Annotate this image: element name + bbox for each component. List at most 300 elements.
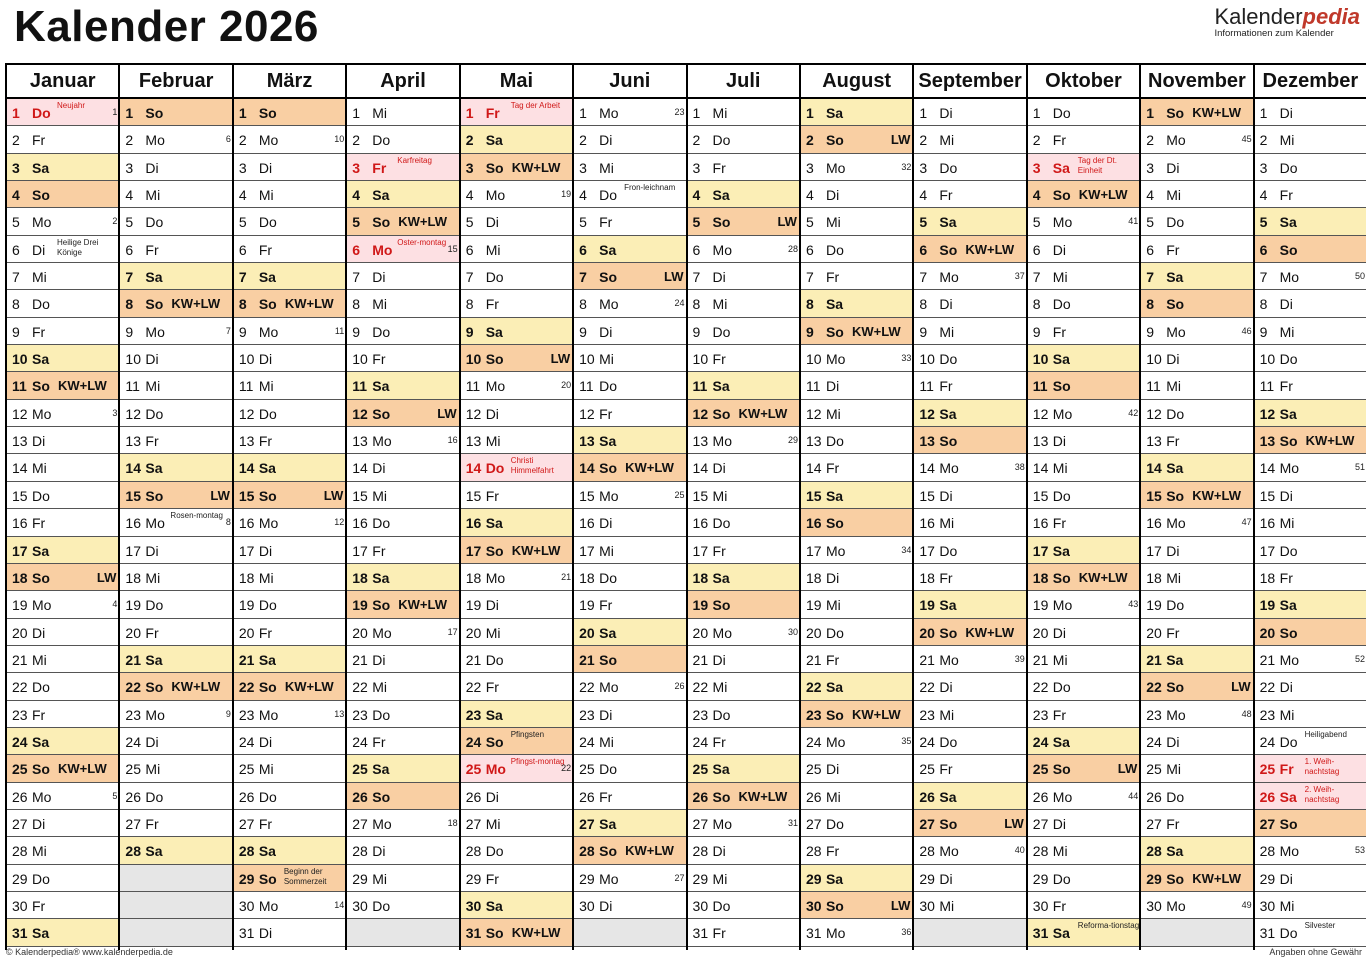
day-cell[interactable] [1028, 673, 1139, 700]
day-cell[interactable] [1028, 454, 1139, 481]
day-cell[interactable] [688, 783, 799, 810]
day-cell[interactable] [234, 181, 345, 208]
day-cell[interactable] [461, 400, 572, 427]
day-cell[interactable] [7, 646, 118, 673]
day-cell[interactable] [688, 619, 799, 646]
day-cell[interactable] [461, 810, 572, 837]
day-cell[interactable] [1255, 372, 1366, 399]
day-cell[interactable] [801, 263, 912, 290]
day-cell[interactable] [347, 783, 458, 810]
day-cell[interactable] [801, 728, 912, 755]
day-cell[interactable] [1028, 783, 1139, 810]
day-cell[interactable] [574, 646, 685, 673]
day-cell[interactable] [234, 208, 345, 235]
day-cell[interactable] [7, 427, 118, 454]
day-cell[interactable] [574, 318, 685, 345]
day-cell[interactable] [574, 701, 685, 728]
day-cell[interactable] [1141, 810, 1252, 837]
day-cell[interactable] [234, 810, 345, 837]
day-cell[interactable] [574, 728, 685, 755]
day-cell[interactable] [347, 154, 458, 181]
day-cell[interactable] [120, 345, 231, 372]
day-cell[interactable] [801, 290, 912, 317]
day-cell[interactable] [1255, 126, 1366, 153]
day-cell[interactable] [914, 181, 1025, 208]
day-cell[interactable] [234, 564, 345, 591]
day-cell[interactable] [347, 619, 458, 646]
day-cell[interactable] [1255, 263, 1366, 290]
day-cell[interactable] [347, 454, 458, 481]
day-cell[interactable] [120, 564, 231, 591]
day-cell[interactable] [801, 154, 912, 181]
day-cell[interactable] [7, 564, 118, 591]
brand-logo[interactable] [1214, 4, 1360, 39]
day-cell[interactable] [461, 345, 572, 372]
day-cell[interactable] [801, 482, 912, 509]
day-cell[interactable] [347, 290, 458, 317]
day-cell[interactable] [1141, 537, 1252, 564]
day-cell[interactable] [574, 865, 685, 892]
day-cell[interactable] [1255, 154, 1366, 181]
day-cell[interactable] [1255, 208, 1366, 235]
day-cell[interactable] [1255, 810, 1366, 837]
day-cell[interactable] [1141, 619, 1252, 646]
day-cell[interactable] [1028, 509, 1139, 536]
day-cell[interactable] [688, 537, 799, 564]
day-cell[interactable] [347, 372, 458, 399]
day-cell[interactable] [120, 619, 231, 646]
day-cell[interactable] [1028, 318, 1139, 345]
day-cell[interactable] [688, 564, 799, 591]
day-cell[interactable] [7, 892, 118, 919]
day-cell[interactable] [120, 837, 231, 864]
day-cell[interactable] [461, 482, 572, 509]
day-cell[interactable] [7, 509, 118, 536]
day-cell[interactable] [801, 619, 912, 646]
day-cell[interactable] [801, 701, 912, 728]
day-cell[interactable] [1028, 892, 1139, 919]
day-cell[interactable] [1028, 345, 1139, 372]
day-cell[interactable] [914, 783, 1025, 810]
day-cell[interactable] [347, 701, 458, 728]
day-cell[interactable] [914, 810, 1025, 837]
day-cell[interactable] [1255, 318, 1366, 345]
day-cell[interactable] [574, 619, 685, 646]
day-cell[interactable] [801, 372, 912, 399]
day-cell[interactable] [347, 591, 458, 618]
day-cell[interactable] [1141, 509, 1252, 536]
day-cell[interactable] [914, 263, 1025, 290]
day-cell[interactable] [574, 236, 685, 263]
day-cell[interactable] [1141, 99, 1252, 126]
day-cell[interactable] [1141, 701, 1252, 728]
day-cell[interactable] [1255, 591, 1366, 618]
day-cell[interactable] [347, 99, 458, 126]
day-cell[interactable] [1028, 154, 1139, 181]
day-cell[interactable] [1141, 154, 1252, 181]
day-cell[interactable] [7, 783, 118, 810]
day-cell[interactable] [7, 837, 118, 864]
day-cell[interactable] [1028, 99, 1139, 126]
day-cell[interactable] [801, 454, 912, 481]
day-cell[interactable] [1255, 181, 1366, 208]
day-cell[interactable] [7, 482, 118, 509]
day-cell[interactable] [688, 509, 799, 536]
day-cell[interactable] [1255, 537, 1366, 564]
day-cell[interactable] [1255, 673, 1366, 700]
day-cell[interactable] [347, 810, 458, 837]
day-cell[interactable] [234, 755, 345, 782]
day-cell[interactable] [234, 372, 345, 399]
day-cell[interactable] [461, 181, 572, 208]
day-cell[interactable] [120, 646, 231, 673]
day-cell[interactable] [914, 126, 1025, 153]
day-cell[interactable] [688, 400, 799, 427]
day-cell[interactable] [1141, 865, 1252, 892]
day-cell[interactable] [688, 427, 799, 454]
day-cell[interactable] [7, 290, 118, 317]
day-cell[interactable] [7, 318, 118, 345]
day-cell[interactable] [7, 126, 118, 153]
day-cell[interactable] [347, 318, 458, 345]
day-cell[interactable] [1255, 564, 1366, 591]
day-cell[interactable] [688, 591, 799, 618]
day-cell[interactable] [234, 99, 345, 126]
day-cell[interactable] [234, 318, 345, 345]
day-cell[interactable] [801, 400, 912, 427]
day-cell[interactable] [461, 509, 572, 536]
day-cell[interactable] [914, 755, 1025, 782]
day-cell[interactable] [688, 263, 799, 290]
day-cell[interactable] [1141, 345, 1252, 372]
day-cell[interactable] [120, 783, 231, 810]
day-cell[interactable] [1255, 427, 1366, 454]
day-cell[interactable] [347, 427, 458, 454]
day-cell[interactable] [1141, 290, 1252, 317]
day-cell[interactable] [120, 126, 231, 153]
day-cell[interactable] [234, 591, 345, 618]
day-cell[interactable] [120, 372, 231, 399]
day-cell[interactable] [234, 837, 345, 864]
day-cell[interactable] [574, 892, 685, 919]
day-cell[interactable] [1028, 400, 1139, 427]
day-cell[interactable] [120, 208, 231, 235]
day-cell[interactable] [688, 919, 799, 946]
day-cell[interactable] [574, 564, 685, 591]
day-cell[interactable] [1141, 236, 1252, 263]
day-cell[interactable] [7, 537, 118, 564]
day-cell[interactable] [234, 919, 345, 946]
day-cell[interactable] [688, 126, 799, 153]
day-cell[interactable] [347, 537, 458, 564]
day-cell[interactable] [347, 728, 458, 755]
day-cell[interactable] [461, 728, 572, 755]
day-cell[interactable] [234, 290, 345, 317]
day-cell[interactable] [1255, 290, 1366, 317]
day-cell[interactable] [120, 318, 231, 345]
day-cell[interactable] [120, 537, 231, 564]
day-cell[interactable] [1141, 564, 1252, 591]
day-cell[interactable] [801, 783, 912, 810]
day-cell[interactable] [120, 400, 231, 427]
day-cell[interactable] [801, 537, 912, 564]
day-cell[interactable] [688, 892, 799, 919]
day-cell[interactable] [347, 400, 458, 427]
day-cell[interactable] [914, 865, 1025, 892]
day-cell[interactable] [1141, 427, 1252, 454]
day-cell[interactable] [1028, 564, 1139, 591]
day-cell[interactable] [801, 837, 912, 864]
day-cell[interactable] [914, 646, 1025, 673]
day-cell[interactable] [120, 263, 231, 290]
day-cell[interactable] [120, 701, 231, 728]
day-cell[interactable] [461, 837, 572, 864]
day-cell[interactable] [1028, 181, 1139, 208]
day-cell[interactable] [574, 126, 685, 153]
day-cell[interactable] [688, 236, 799, 263]
day-cell[interactable] [234, 454, 345, 481]
day-cell[interactable] [1028, 919, 1139, 946]
day-cell[interactable] [347, 564, 458, 591]
day-cell[interactable] [7, 345, 118, 372]
day-cell[interactable] [1028, 646, 1139, 673]
day-cell[interactable] [461, 755, 572, 782]
day-cell[interactable] [347, 673, 458, 700]
day-cell[interactable] [1141, 755, 1252, 782]
day-cell[interactable] [1255, 865, 1366, 892]
day-cell[interactable] [914, 154, 1025, 181]
day-cell[interactable] [234, 154, 345, 181]
day-cell[interactable] [7, 400, 118, 427]
day-cell[interactable] [347, 482, 458, 509]
day-cell[interactable] [461, 99, 572, 126]
day-cell[interactable] [1255, 509, 1366, 536]
day-cell[interactable] [914, 99, 1025, 126]
day-cell[interactable] [120, 181, 231, 208]
day-cell[interactable] [1255, 646, 1366, 673]
day-cell[interactable] [1141, 454, 1252, 481]
day-cell[interactable] [461, 701, 572, 728]
day-cell[interactable] [688, 181, 799, 208]
day-cell[interactable] [234, 865, 345, 892]
day-cell[interactable] [234, 345, 345, 372]
day-cell[interactable] [461, 646, 572, 673]
day-cell[interactable] [1141, 400, 1252, 427]
day-cell[interactable] [120, 482, 231, 509]
day-cell[interactable] [7, 701, 118, 728]
day-cell[interactable] [914, 400, 1025, 427]
day-cell[interactable] [234, 126, 345, 153]
day-cell[interactable] [1028, 537, 1139, 564]
day-cell[interactable] [234, 673, 345, 700]
day-cell[interactable] [801, 646, 912, 673]
day-cell[interactable] [688, 482, 799, 509]
day-cell[interactable] [914, 701, 1025, 728]
day-cell[interactable] [1141, 783, 1252, 810]
day-cell[interactable] [7, 454, 118, 481]
day-cell[interactable] [688, 837, 799, 864]
day-cell[interactable] [120, 427, 231, 454]
day-cell[interactable] [234, 783, 345, 810]
day-cell[interactable] [574, 591, 685, 618]
day-cell[interactable] [7, 755, 118, 782]
day-cell[interactable] [801, 564, 912, 591]
day-cell[interactable] [1141, 591, 1252, 618]
day-cell[interactable] [7, 181, 118, 208]
day-cell[interactable] [1141, 318, 1252, 345]
day-cell[interactable] [234, 701, 345, 728]
day-cell[interactable] [461, 290, 572, 317]
day-cell[interactable] [914, 509, 1025, 536]
day-cell[interactable] [461, 865, 572, 892]
day-cell[interactable] [347, 181, 458, 208]
day-cell[interactable] [234, 427, 345, 454]
day-cell[interactable] [688, 646, 799, 673]
day-cell[interactable] [574, 755, 685, 782]
day-cell[interactable] [914, 345, 1025, 372]
day-cell[interactable] [688, 290, 799, 317]
day-cell[interactable] [234, 400, 345, 427]
day-cell[interactable] [120, 509, 231, 536]
day-cell[interactable] [461, 619, 572, 646]
day-cell[interactable] [914, 537, 1025, 564]
day-cell[interactable] [120, 290, 231, 317]
day-cell[interactable] [1028, 810, 1139, 837]
day-cell[interactable] [1255, 728, 1366, 755]
day-cell[interactable] [574, 154, 685, 181]
day-cell[interactable] [1141, 892, 1252, 919]
day-cell[interactable] [1028, 290, 1139, 317]
day-cell[interactable] [801, 236, 912, 263]
day-cell[interactable] [574, 208, 685, 235]
day-cell[interactable] [1255, 345, 1366, 372]
day-cell[interactable] [120, 755, 231, 782]
day-cell[interactable] [461, 919, 572, 946]
day-cell[interactable] [7, 673, 118, 700]
day-cell[interactable] [914, 728, 1025, 755]
day-cell[interactable] [1028, 865, 1139, 892]
day-cell[interactable] [914, 564, 1025, 591]
day-cell[interactable] [574, 263, 685, 290]
day-cell[interactable] [1028, 372, 1139, 399]
day-cell[interactable] [574, 427, 685, 454]
day-cell[interactable] [914, 318, 1025, 345]
day-cell[interactable] [801, 892, 912, 919]
day-cell[interactable] [461, 454, 572, 481]
day-cell[interactable] [801, 427, 912, 454]
day-cell[interactable] [801, 181, 912, 208]
day-cell[interactable] [461, 263, 572, 290]
day-cell[interactable] [574, 181, 685, 208]
day-cell[interactable] [801, 208, 912, 235]
day-cell[interactable] [1028, 236, 1139, 263]
day-cell[interactable] [461, 537, 572, 564]
day-cell[interactable] [801, 919, 912, 946]
day-cell[interactable] [688, 318, 799, 345]
day-cell[interactable] [1141, 372, 1252, 399]
day-cell[interactable] [461, 126, 572, 153]
day-cell[interactable] [1255, 236, 1366, 263]
day-cell[interactable] [801, 126, 912, 153]
day-cell[interactable] [1255, 837, 1366, 864]
day-cell[interactable] [347, 208, 458, 235]
day-cell[interactable] [461, 318, 572, 345]
day-cell[interactable] [1028, 619, 1139, 646]
day-cell[interactable] [1141, 728, 1252, 755]
day-cell[interactable] [688, 701, 799, 728]
day-cell[interactable] [120, 591, 231, 618]
day-cell[interactable] [574, 482, 685, 509]
day-cell[interactable] [7, 619, 118, 646]
day-cell[interactable] [574, 345, 685, 372]
day-cell[interactable] [1255, 99, 1366, 126]
day-cell[interactable] [7, 154, 118, 181]
day-cell[interactable] [688, 154, 799, 181]
day-cell[interactable] [7, 236, 118, 263]
day-cell[interactable] [1141, 126, 1252, 153]
day-cell[interactable] [461, 673, 572, 700]
day-cell[interactable] [801, 591, 912, 618]
day-cell[interactable] [914, 372, 1025, 399]
day-cell[interactable] [234, 263, 345, 290]
day-cell[interactable] [688, 673, 799, 700]
day-cell[interactable] [1141, 263, 1252, 290]
day-cell[interactable] [574, 99, 685, 126]
day-cell[interactable] [461, 783, 572, 810]
day-cell[interactable] [574, 509, 685, 536]
day-cell[interactable] [688, 345, 799, 372]
day-cell[interactable] [234, 482, 345, 509]
day-cell[interactable] [1141, 482, 1252, 509]
day-cell[interactable] [347, 345, 458, 372]
day-cell[interactable] [688, 99, 799, 126]
day-cell[interactable] [461, 892, 572, 919]
day-cell[interactable] [347, 892, 458, 919]
day-cell[interactable] [1255, 482, 1366, 509]
day-cell[interactable] [234, 537, 345, 564]
day-cell[interactable] [688, 865, 799, 892]
day-cell[interactable] [1255, 783, 1366, 810]
day-cell[interactable] [801, 810, 912, 837]
day-cell[interactable] [914, 837, 1025, 864]
day-cell[interactable] [688, 372, 799, 399]
day-cell[interactable] [1028, 482, 1139, 509]
day-cell[interactable] [120, 454, 231, 481]
day-cell[interactable] [7, 99, 118, 126]
day-cell[interactable] [347, 646, 458, 673]
day-cell[interactable] [234, 509, 345, 536]
day-cell[interactable] [347, 236, 458, 263]
day-cell[interactable] [120, 673, 231, 700]
day-cell[interactable] [1141, 208, 1252, 235]
day-cell[interactable] [1255, 755, 1366, 782]
day-cell[interactable] [1028, 126, 1139, 153]
day-cell[interactable] [461, 372, 572, 399]
day-cell[interactable] [914, 290, 1025, 317]
day-cell[interactable] [1028, 591, 1139, 618]
day-cell[interactable] [1028, 701, 1139, 728]
day-cell[interactable] [914, 236, 1025, 263]
day-cell[interactable] [7, 865, 118, 892]
day-cell[interactable] [120, 99, 231, 126]
day-cell[interactable] [914, 619, 1025, 646]
day-cell[interactable] [347, 837, 458, 864]
day-cell[interactable] [120, 728, 231, 755]
day-cell[interactable] [1255, 919, 1366, 946]
day-cell[interactable] [801, 318, 912, 345]
day-cell[interactable] [234, 236, 345, 263]
day-cell[interactable] [7, 208, 118, 235]
